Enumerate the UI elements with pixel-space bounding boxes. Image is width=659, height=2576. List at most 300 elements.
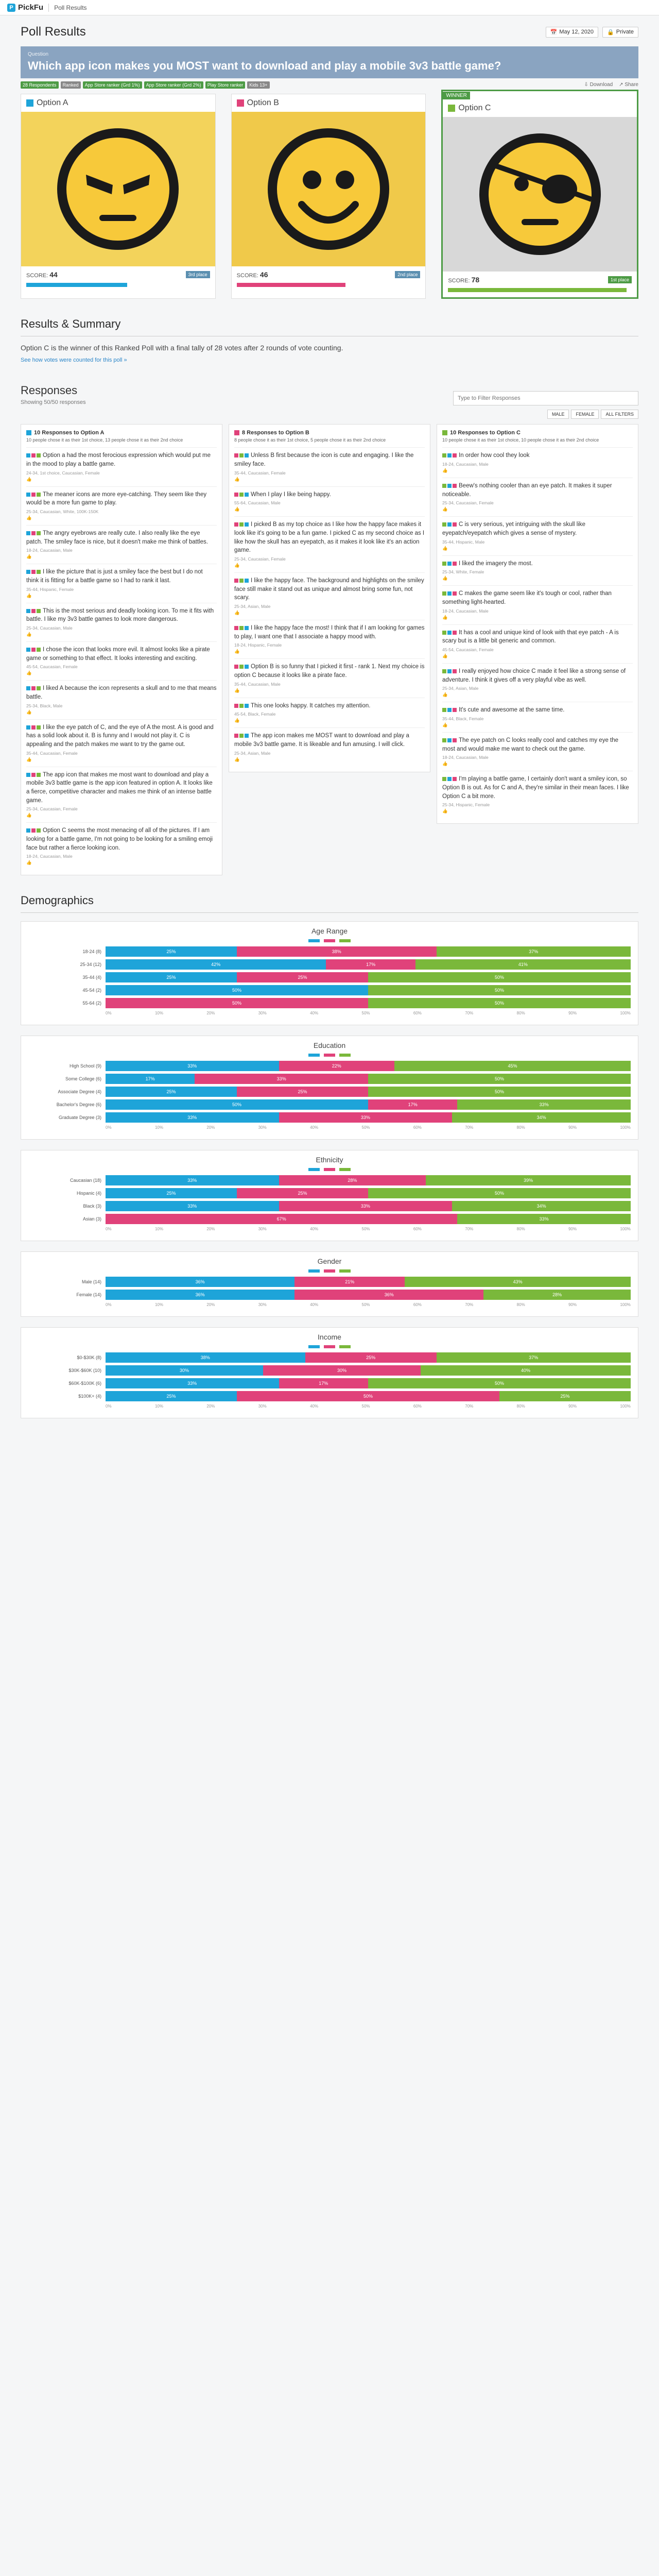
chart-row (28, 1378, 631, 1388)
stacked-bar[interactable] (106, 985, 631, 995)
row-label: $60K-$100K (6) (68, 1381, 101, 1386)
rank-badge (234, 626, 238, 630)
stacked-bar[interactable] (106, 1378, 631, 1388)
response-item (26, 564, 217, 602)
chart-legend (28, 1345, 631, 1348)
segment-value: 50 (494, 1076, 500, 1082)
footer-space (21, 1429, 638, 1449)
bar-segment: 36 % (106, 1277, 294, 1287)
demographic-chart (21, 1150, 638, 1241)
chart-row (28, 1290, 631, 1300)
rank-badges (442, 522, 457, 527)
rank-badge (245, 579, 249, 583)
chart-title: Income (318, 1333, 341, 1342)
axis-tick: 100% (620, 1302, 631, 1308)
rank-badge (453, 591, 457, 596)
stacked-bar[interactable] (106, 1175, 631, 1185)
share-link[interactable]: ↗ Share (619, 82, 638, 88)
helpful-vote-icon[interactable]: 👍 (442, 506, 448, 512)
axis-tick: 0% (106, 1227, 112, 1232)
score-value: 78 (471, 275, 480, 284)
share-text: Share (625, 82, 638, 88)
date-text: May 12, 2020 (559, 29, 594, 35)
stacked-bar[interactable] (106, 1112, 631, 1123)
helpful-vote-icon[interactable]: 👍 (442, 467, 448, 473)
helpful-vote-icon[interactable]: 👍 (442, 575, 448, 581)
bar-segment: 43 % (405, 1277, 631, 1287)
rank-badge (26, 648, 30, 652)
option-b-score: SCORE: 46 (236, 270, 268, 279)
response-meta: 25-34, Caucasian, Female (442, 500, 494, 506)
helpful-vote-icon[interactable]: 👍 (442, 653, 448, 658)
rank-badge (447, 591, 452, 596)
rank-badges (442, 738, 457, 742)
rank-badges (442, 453, 457, 457)
axis-tick: 60% (413, 1404, 422, 1409)
rank-badge (26, 493, 30, 497)
response-item (442, 702, 633, 732)
stacked-bar[interactable] (106, 1201, 631, 1211)
bar-segment: 50 % (106, 985, 368, 995)
option-c-rank: 1st place (608, 276, 632, 283)
axis-tick: 20% (206, 1125, 215, 1130)
axis-tick: 40% (310, 1302, 319, 1308)
axis-tick: 30% (258, 1227, 267, 1232)
bar-segment: 33 % (106, 1201, 279, 1211)
rank-badge (31, 531, 36, 535)
bar-segment: 33 % (279, 1201, 453, 1211)
axis-tick: 70% (465, 1302, 474, 1308)
segment-value: 21 (345, 1279, 351, 1285)
chart-axis (106, 1011, 631, 1015)
helpful-vote-icon[interactable]: 👍 (26, 756, 32, 762)
axis-tick: 20% (206, 1302, 215, 1308)
response-text-row (442, 667, 633, 684)
option-c-score-bar (448, 288, 627, 292)
axis-tick: 30% (258, 1011, 267, 1016)
response-text-row (26, 451, 217, 468)
response-text-row (234, 490, 425, 499)
response-text-row (442, 482, 633, 499)
rank-badge (234, 734, 238, 738)
stacked-bar[interactable] (106, 1365, 631, 1376)
rank-badge (239, 453, 244, 457)
axis-tick: 100% (620, 1125, 631, 1130)
legend-swatch (324, 1345, 335, 1348)
response-item (26, 525, 217, 564)
option-c-footer (443, 272, 637, 286)
segment-value: 25 (560, 1394, 566, 1399)
segment-value: 17 (145, 1076, 151, 1082)
eyepatch-face-icon (468, 122, 612, 266)
rank-badges (442, 562, 457, 566)
vote-count-link[interactable]: See how votes were counted for this poll » (21, 357, 127, 363)
rank-badges (442, 708, 457, 712)
stacked-bar[interactable] (106, 1277, 631, 1287)
rank-badge (245, 626, 249, 630)
helpful-vote-icon[interactable]: 👍 (26, 812, 32, 818)
rank-badge (245, 704, 249, 708)
column-subtitle: 10 people chose it as their 1st choice, 13 people chose it as their 2nd choice (26, 437, 183, 443)
axis-tick: 100% (620, 1011, 631, 1016)
helpful-vote-icon[interactable]: 👍 (26, 515, 32, 520)
rank-badge (31, 570, 36, 574)
segment-value: 50 (494, 1089, 500, 1095)
bar-segment: 50 % (106, 1099, 368, 1110)
response-text: Beew's nothing cooler than an eye patch. It makes it super noticeable. (442, 482, 612, 498)
response-text: The angry eyebrows are really cute. I also really like the eye patch. The smiley face is nice, but it doesn't make me think of battles. (26, 530, 208, 545)
row-label: Female (14) (76, 1292, 101, 1298)
rank-badge (442, 562, 446, 566)
column-title-text: 10 Responses to Option A (34, 429, 105, 436)
bar-segment: 50 % (368, 1074, 631, 1084)
response-text: I really enjoyed how choice C made it feel like a strong sense of adventure. I think it gives off a very playful vibe as well. (442, 668, 626, 683)
row-label: 55-64 (2) (82, 1001, 101, 1006)
rank-badges (26, 570, 41, 574)
rank-badge (453, 484, 457, 488)
helpful-vote-icon[interactable]: 👍 (442, 614, 448, 620)
rank-badges (442, 631, 457, 635)
helpful-vote-icon[interactable]: 👍 (26, 670, 32, 676)
private-text: Private (616, 29, 634, 35)
response-text: It has a cool and unique kind of look with that eye patch - A is scary but is a little bit generic and common. (442, 629, 619, 645)
option-b-card[interactable] (231, 94, 426, 299)
rank-badge (239, 665, 244, 669)
response-item (442, 447, 633, 478)
bar-segment: 25 % (305, 1352, 437, 1363)
axis-tick: 90% (568, 1227, 577, 1232)
stacked-bar[interactable] (106, 972, 631, 982)
stacked-bar[interactable] (106, 1188, 631, 1198)
rank-badge (37, 453, 41, 457)
row-label: $30K-$60K (10) (68, 1368, 101, 1374)
helpful-vote-icon[interactable]: 👍 (26, 554, 32, 560)
axis-tick: 50% (361, 1011, 370, 1016)
response-item (26, 486, 217, 525)
filter-female-button[interactable]: FEMALE (571, 410, 599, 419)
rank-badge (245, 493, 249, 497)
axis-tick: 50% (361, 1404, 370, 1409)
chart-row (28, 1087, 631, 1097)
column-title (234, 430, 425, 436)
response-text-row (26, 723, 217, 749)
response-meta: 25-34, Caucasian, Male (26, 625, 73, 631)
logo[interactable] (7, 3, 43, 12)
segment-value: 50 (363, 1394, 369, 1399)
stacked-bar[interactable] (106, 1352, 631, 1363)
helpful-vote-icon[interactable]: 👍 (26, 631, 32, 637)
legend-swatch (324, 1168, 335, 1171)
row-label: $0-$30K (8) (77, 1355, 101, 1361)
rank-badge (37, 570, 41, 574)
date-chip (546, 27, 598, 38)
response-item (442, 663, 633, 702)
row-label: Black (3) (83, 1204, 101, 1209)
response-item (234, 727, 425, 766)
stacked-bar[interactable] (106, 1087, 631, 1097)
response-item (442, 771, 633, 818)
bar-segment: 17 % (368, 1099, 457, 1110)
rank-badges (26, 453, 41, 457)
summary-text: Option C is the winner of this Ranked Poll with a final tally of 28 votes after 2 rounds of vote counting. (21, 343, 343, 352)
axis-tick: 60% (413, 1227, 422, 1232)
helpful-vote-icon[interactable]: 👍 (442, 808, 448, 814)
segment-value: 17 (408, 1102, 413, 1108)
helpful-vote-icon[interactable]: 👍 (26, 709, 32, 715)
stacked-bar[interactable] (106, 1391, 631, 1401)
top-bar (0, 0, 659, 15)
bar-segment: 50 % (368, 1378, 631, 1388)
axis-tick: 70% (465, 1404, 474, 1409)
segment-value: 33 (187, 1178, 193, 1183)
bar-segment: 33 % (106, 1175, 279, 1185)
response-text: This is the most serious and deadly looking icon. To me it fits with battle. I like my 3v3 battle games to look more dangerous. (26, 607, 214, 623)
segment-value: 33 (539, 1216, 545, 1222)
response-meta: 45-54, Caucasian, Female (26, 664, 78, 670)
rank-badge (453, 453, 457, 457)
response-item (234, 620, 425, 658)
rank-badge (442, 453, 446, 457)
response-text-row (234, 732, 425, 749)
stacked-bar[interactable] (106, 1074, 631, 1084)
all-filters-button[interactable]: ALL FILTERS (601, 410, 638, 419)
axis-tick: 20% (206, 1227, 215, 1232)
segment-value: 50 (494, 975, 500, 980)
option-a-score-bar (26, 283, 127, 287)
logo-text: PickFu (18, 3, 44, 12)
response-text-row (234, 702, 425, 710)
row-label: Bachelor's Degree (6) (56, 1102, 101, 1108)
response-item (26, 719, 217, 767)
helpful-vote-icon[interactable]: 👍 (26, 476, 32, 482)
rank-badge (442, 777, 446, 781)
rank-badge (447, 708, 452, 712)
axis-tick: 30% (258, 1302, 267, 1308)
segment-value: 25 (298, 1089, 303, 1095)
stacked-bar[interactable] (106, 998, 631, 1008)
helpful-vote-icon[interactable]: 👍 (234, 476, 240, 482)
axis-tick: 0% (106, 1011, 112, 1016)
score-label: SCORE (236, 272, 257, 279)
option-a-card[interactable] (21, 94, 216, 299)
helpful-vote-icon[interactable]: 👍 (234, 718, 240, 723)
rank-badges (442, 777, 457, 781)
segment-value: 67 (276, 1216, 282, 1222)
bar-segment: 34 % (452, 1201, 631, 1211)
response-text: The meaner icons are more eye-catching. They seem like they would be a more fun game to play. (26, 491, 207, 506)
helpful-vote-icon[interactable]: 👍 (442, 722, 448, 727)
helpful-vote-icon[interactable]: 👍 (26, 860, 32, 866)
row-label: Hispanic (4) (76, 1191, 101, 1196)
rank-badge (234, 493, 238, 497)
response-meta: 25-34, Hispanic, Female (442, 802, 490, 808)
axis-tick: 0% (106, 1125, 112, 1130)
bar-segment: 25 % (106, 1188, 237, 1198)
row-label: Asian (3) (82, 1216, 101, 1222)
option-b-score-bar (237, 283, 345, 287)
responses-heading: Responses (21, 383, 78, 397)
chart-row (28, 1352, 631, 1363)
row-label: Graduate Degree (3) (58, 1115, 101, 1121)
helpful-vote-icon[interactable]: 👍 (26, 592, 32, 598)
bar-segment: 37 % (437, 946, 631, 957)
response-text: In order how cool they look (459, 452, 530, 459)
response-text: I chose the icon that looks more evil. It almost looks like a pirate game or something to that effect. It looks interesting and exciting. (26, 646, 210, 662)
segment-value: 41 (518, 962, 524, 968)
bar-segment: 25 % (106, 1391, 237, 1401)
row-label: $100K+ (4) (78, 1394, 101, 1399)
stacked-bar[interactable] (106, 959, 631, 970)
rank-badges (234, 665, 249, 669)
option-a-score: SCORE: 44 (26, 270, 58, 279)
rank-badge (245, 665, 249, 669)
row-label: 18-24 (8) (82, 949, 101, 955)
legend-swatch (324, 1269, 335, 1273)
response-text: I'm playing a battle game, I certainly don't want a smiley icon, so Option B is out. As for C and A, they're similar in their mean faces. I like Option C a bit more. (442, 776, 629, 800)
option-a-name: Option A (37, 98, 68, 107)
option-a-swatch (26, 99, 33, 107)
bar-segment: 50 % (237, 1391, 499, 1401)
option-c-name: Option C (458, 103, 491, 112)
response-meta: 18-24, Caucasian, Male (442, 461, 489, 467)
segment-value: 42 (211, 962, 217, 968)
option-c-swatch (448, 105, 455, 112)
response-text-row (442, 589, 633, 606)
option-a-image[interactable] (21, 112, 215, 266)
legend-swatch (339, 1168, 351, 1171)
row-label: 45-54 (2) (82, 988, 101, 993)
response-text: Option B is so funny that I picked it first - rank 1. Next my choice is option C because it looks like a pirate face. (234, 664, 425, 679)
response-text: I liked A because the icon represents a skull and to me that means battle. (26, 685, 217, 700)
question-text: Which app icon makes you MOST want to download and play a mobile 3v3 battle game? (28, 59, 501, 72)
response-meta: 35-44, Black, Female (442, 716, 484, 721)
response-item (234, 516, 425, 572)
axis-tick: 20% (206, 1404, 215, 1409)
axis-tick: 10% (154, 1011, 163, 1016)
smiley-face-icon (256, 117, 401, 261)
helpful-vote-icon[interactable]: 👍 (234, 562, 240, 568)
rank-badge (31, 686, 36, 690)
response-text: Unless B first because the icon is cute and engaging. I like the smiley face. (234, 452, 414, 467)
bar-segment: 50 % (106, 998, 368, 1008)
row-label: 25-34 (12) (80, 962, 101, 968)
rank-badge (234, 665, 238, 669)
bar-segment: 17 % (326, 959, 415, 970)
response-text-row (442, 451, 633, 460)
chart-row (28, 1201, 631, 1211)
column-swatch (234, 430, 239, 435)
column-swatch (442, 430, 447, 435)
helpful-vote-icon[interactable]: 👍 (442, 545, 448, 551)
rank-badge (447, 484, 452, 488)
response-item (234, 658, 425, 697)
response-item (26, 447, 217, 486)
chart-legend (28, 1054, 631, 1057)
divider (21, 912, 638, 913)
response-text-row (26, 684, 217, 701)
rank-badges (26, 828, 41, 833)
helpful-vote-icon[interactable]: 👍 (234, 649, 240, 654)
bar-segment: 67 % (106, 1214, 457, 1224)
segment-value: 45 (508, 1063, 513, 1069)
private-chip[interactable] (602, 27, 638, 38)
chart-row (28, 1214, 631, 1224)
breadcrumb: Poll Results (54, 4, 87, 11)
segment-value: 50 (494, 988, 500, 993)
helpful-vote-icon[interactable]: 👍 (442, 761, 448, 767)
legend-swatch (308, 939, 320, 942)
bar-segment: 25 % (106, 972, 237, 982)
tag-audience-1: App Store ranker (Grd 1%) (83, 81, 142, 89)
segment-value: 43 (513, 1279, 518, 1285)
rank-badge (447, 522, 452, 527)
response-text-row (26, 607, 217, 624)
response-meta: 24-34, 1st choice, Caucasian, Female (26, 470, 100, 476)
option-c-image[interactable] (443, 117, 637, 272)
response-text: It's cute and awesome at the same time. (459, 707, 565, 714)
rank-badge (26, 531, 30, 535)
response-text: I picked B as my top choice as I like how the happy face makes it look like it's going to be a fun game. I picked C as my second choice as I like how the skull has an eyepatch, as it makes it look like it's an action game. (234, 521, 425, 554)
helpful-vote-icon[interactable]: 👍 (234, 756, 240, 762)
rank-badge (31, 648, 36, 652)
helpful-vote-icon[interactable]: 👍 (234, 609, 240, 615)
responses-header (21, 384, 638, 405)
download-link[interactable]: ⇩ Download (584, 82, 613, 88)
stacked-bar[interactable] (106, 1061, 631, 1071)
demographic-chart (21, 1251, 638, 1317)
stacked-bar[interactable] (106, 946, 631, 957)
axis-tick: 50% (361, 1302, 370, 1308)
rank-badge (442, 484, 446, 488)
rank-badge (26, 686, 30, 690)
score-value: 44 (49, 270, 58, 279)
column-option-b (229, 424, 430, 772)
helpful-vote-icon[interactable]: 👍 (234, 687, 240, 693)
filter-input[interactable] (453, 391, 638, 405)
helpful-vote-icon[interactable]: 👍 (234, 506, 240, 512)
option-c-card[interactable] (441, 90, 638, 299)
response-meta: 25-34, Caucasian, Female (234, 556, 286, 562)
filter-male-button[interactable]: MALE (547, 410, 569, 419)
option-b-image[interactable] (232, 112, 426, 266)
rank-badges (234, 704, 249, 708)
bar-segment: 28 % (279, 1175, 426, 1185)
segment-value: 17 (366, 962, 372, 968)
response-meta: 18-24, Caucasian, Male (442, 755, 489, 760)
rank-badge (234, 522, 238, 527)
helpful-vote-icon[interactable]: 👍 (442, 692, 448, 698)
segment-value: 28 (552, 1292, 558, 1298)
response-columns (21, 424, 638, 876)
stacked-bar[interactable] (106, 1214, 631, 1224)
rank-badges (26, 609, 41, 613)
stacked-bar[interactable] (106, 1290, 631, 1300)
response-text-row (442, 736, 633, 753)
chart-row (28, 1074, 631, 1084)
rank-badge (442, 631, 446, 635)
rank-badge (26, 828, 30, 833)
stacked-bar[interactable] (106, 1099, 631, 1110)
row-label: Male (14) (81, 1279, 101, 1285)
rank-badge (447, 669, 452, 673)
rank-badges (234, 453, 249, 457)
response-text-row (442, 775, 633, 801)
response-text-row (442, 629, 633, 646)
chart-legend (28, 1168, 631, 1171)
rank-badge (37, 828, 41, 833)
axis-tick: 40% (310, 1404, 319, 1409)
axis-tick: 60% (413, 1011, 422, 1016)
